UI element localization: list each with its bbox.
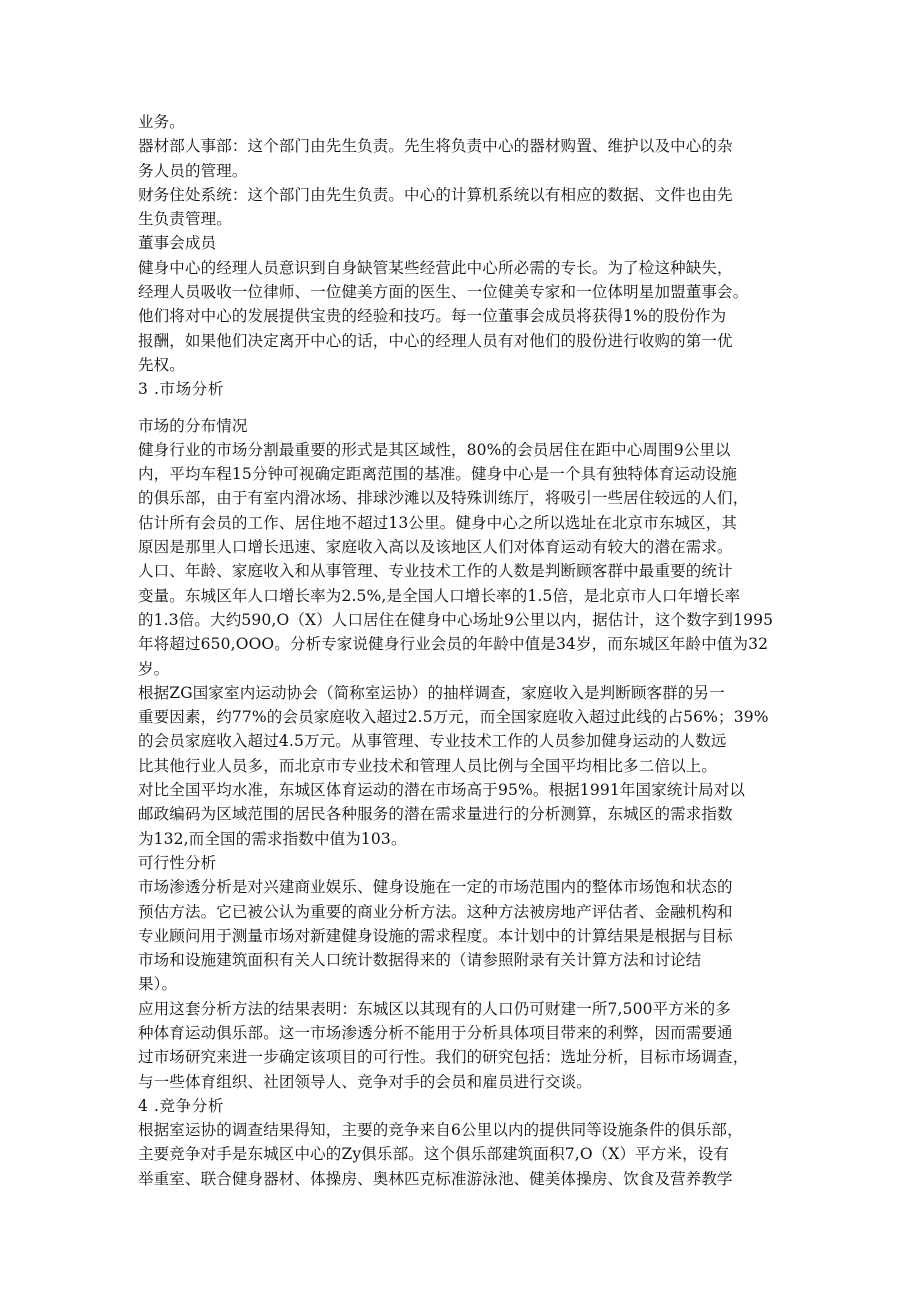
numbered-heading: 4 .竞争分析 [138,1096,224,1115]
text-line: 他们将对中心的发展提供宝贵的经验和技巧。每一位董事会成员将获得1%的股份作为 [138,307,727,326]
text-line: 果）。 [138,975,178,994]
document-body [138,110,783,1191]
text-line: 根据室运协的调查结果得知，主要的竞争来自6公里以内的提供同等设施条件的俱乐部， [138,1121,743,1140]
text-line: 器材部人事部：这个部门由先生负责。先生将负责中心的器材购置、维护以及中心的杂 [138,137,733,156]
text-line: 主要竞争对手是东城区中心的Zy俱乐部。这个俱乐部建筑面积7,O（X）平方米，设有 [138,1145,730,1164]
text-line: 的俱乐部，由于有室内滑冰场、排球沙滩以及特殊训练厅，将吸引一些居住较远的人们， [138,489,749,508]
text-line: 财务住处系统：这个部门由先生负责。中心的计算机系统以有相应的数据、文件也由先 [138,185,733,204]
text-line: 健身中心的经理人员意识到自身缺管某些经营此中心所必需的专长。为了检这种缺失， [138,258,733,277]
text-line: 务人员的管理。 [138,161,248,180]
text-line: 变量。东城区年人口增长率为2.5%,是全国人口增长率的1.5倍，是北京市人口年增长率 [138,586,741,605]
section-heading: 市场的分布情况 [138,416,248,435]
text-line: 根据ZG国家室内运动协会（简称室运协）的抽样调查，家庭收入是判断顾客群的另一 [138,683,725,702]
spacer [138,402,783,414]
text-line: 业务。 [138,113,185,131]
text-line: 与一些体育组织、社团领导人、竞争对手的会员和雇员进行交谈。 [138,1072,592,1091]
section-heading: 可行性分析 [138,853,217,872]
text-line: 报酬，如果他们决定离开中心的话，中心的经理人员有对他们的股份进行收购的第一优 [138,331,733,350]
text-line: 健身行业的市场分割最重要的形式是其区域性，80%的会员居住在距中心周围9公里以 [138,440,731,459]
text-line: 种体育运动俱乐部。这一市场渗透分析不能用于分析具体项目带来的利弊，因而需要通 [138,1023,733,1042]
text-line: 市场渗透分析是对兴建商业娱乐、健身设施在一定的市场范围内的整体市场饱和状态的 [138,878,733,897]
text-line: 估计所有会员的工作、居住地不超过13公里。健身中心之所以选址在北京市东城区，其 [138,513,738,532]
text-line: 先权。 [138,355,185,374]
text-line: 的会员家庭收入超过4.5万元。从事管理、专业技术工作的人员参加健身运动的人数远 [138,732,727,751]
text-line: 对比全国平均水准，东城区体育运动的潜在市场高于95%。根据1991年国家统计局对以 [138,781,746,800]
text-line: 重要因素，约77%的会员家庭收入超过2.5万元，而全国家庭收入超过此线的占56%；39% [138,708,769,727]
text-line: 年将超过650,OOO。分析专家说健身行业会员的年龄中值是34岁，而东城区年龄中值为32 [138,635,769,654]
text-line: 原因是那里人口增长迅速、家庭收入高以及该地区人们对体育运动有较大的潜在需求。 [138,538,733,557]
text-line: 邮政编码为区域范围的居民各种服务的潜在需求量进行的分析测算，东城区的需求指数 [138,805,733,824]
numbered-heading: 3 .市场分析 [138,380,224,399]
text-line: 生负责管理。 [138,210,232,229]
text-line: 过市场研究来进一步确定该项目的可行性。我们的研究包括：选址分析，目标市场调查， [138,1048,749,1067]
text-line: 应用这套分析方法的结果表明：东城区以其现有的人口仍可财建一所7,500平方米的多 [138,999,731,1018]
text-line: 比其他行业人员多，而北京市专业技术和管理人员比例与全国平均相比多二倍以上。 [138,756,718,775]
text-line: 预估方法。它已被公认为重要的商业分析方法。这种方法被房地产评估者、金融机构和 [138,902,733,921]
text-line: 的1.3倍。大约590,O（X）人口居住在健身中心场址9公里以内，据估计，这个数字到1995 [138,610,774,629]
text-line: 岁。 [138,659,170,678]
text-line: 举重室、联合健身器材、体操房、奥林匹克标准游泳池、健美体操房、饮食及营养教学 [138,1169,733,1188]
text-line: 为132,而全国的需求指数中值为103。 [138,829,407,848]
text-line: 经理人员吸收一位律师、一位健美方面的医生、一位健美专家和一位体明星加盟董事会。 [138,283,749,302]
text-line: 专业顾问用于测量市场对新建健身设施的需求程度。本计划中的计算结果是根据与目标 [138,926,733,945]
section-heading: 董事会成员 [138,234,217,253]
text-line: 市场和设施建筑面积有关人口统计数据得来的（请参照附录有关计算方法和讨论结 [138,951,702,970]
text-line: 人口、年龄、家庭收入和从事管理、专业技术工作的人数是判断顾客群中最重要的统计 [138,562,733,581]
text-line: 内，平均车程15分钟可视确定距离范围的基准。健身中心是一个具有独特体育运动设施 [138,465,738,484]
